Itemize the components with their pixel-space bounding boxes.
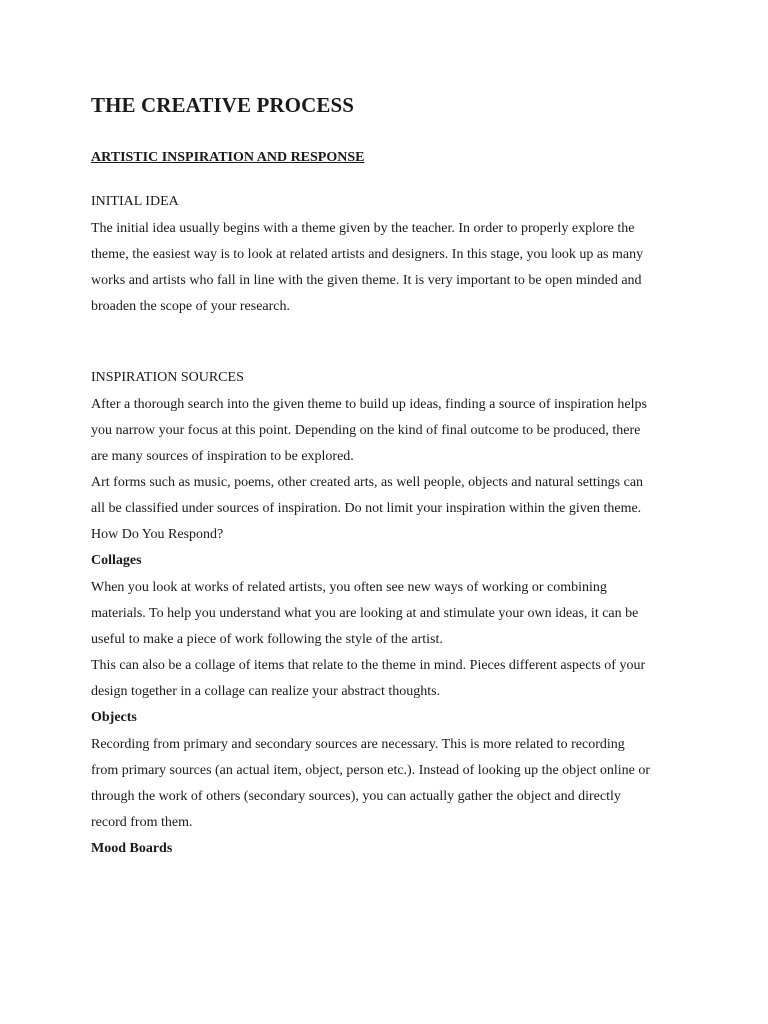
paragraph-line: you narrow your focus at this point. Depending on the kind of final outcome to be produced, there bbox=[91, 423, 641, 438]
paragraph-line: design together in a collage can realize your abstract thoughts. bbox=[91, 684, 441, 699]
heading-collages: Collages bbox=[91, 553, 142, 568]
paragraph-line: through the work of others (secondary sources), you can actually gather the object and directly bbox=[91, 789, 621, 804]
paragraph-line: Recording from primary and secondary sources are necessary. This is more related to recording bbox=[91, 737, 625, 752]
heading-objects: Objects bbox=[91, 710, 137, 725]
paragraph-line: The initial idea usually begins with a theme given by the teacher. In order to properly explore the bbox=[91, 221, 635, 236]
document-title: THE CREATIVE PROCESS bbox=[91, 93, 355, 117]
paragraph-line: works and artists who fall in line with the given theme. It is very important to be open minded and bbox=[91, 273, 642, 288]
paragraph-line: When you look at works of related artists, you often see new ways of working or combining bbox=[91, 580, 607, 595]
paragraph-line: How Do You Respond? bbox=[91, 527, 224, 542]
heading-mood-boards: Mood Boards bbox=[91, 841, 173, 856]
paragraph-line: from primary sources (an actual item, object, person etc.). Instead of looking up the object online or bbox=[91, 763, 651, 778]
heading-inspiration-sources: INSPIRATION SOURCES bbox=[91, 370, 244, 385]
paragraph-line: theme, the easiest way is to look at related artists and designers. In this stage, you look up as many bbox=[91, 247, 644, 262]
paragraph-line: This can also be a collage of items that relate to the theme in mind. Pieces different aspects of your bbox=[91, 658, 646, 673]
document-subtitle: ARTISTIC INSPIRATION AND RESPONSE bbox=[91, 150, 365, 165]
paragraph-line: are many sources of inspiration to be explored. bbox=[91, 449, 354, 464]
paragraph-line: materials. To help you understand what you are looking at and stimulate your own ideas, it can be bbox=[91, 606, 639, 621]
paragraph-line: Art forms such as music, poems, other created arts, as well people, objects and natural settings can bbox=[91, 475, 644, 490]
paragraph-line: record from them. bbox=[91, 815, 193, 830]
heading-initial-idea: INITIAL IDEA bbox=[91, 194, 179, 209]
paragraph-line: useful to make a piece of work following the style of the artist. bbox=[91, 632, 443, 647]
paragraph-line: broaden the scope of your research. bbox=[91, 299, 291, 314]
paragraph-line: After a thorough search into the given theme to build up ideas, finding a source of inspiration helps bbox=[91, 397, 647, 412]
paragraph-line: all be classified under sources of inspiration. Do not limit your inspiration within the given theme. bbox=[91, 501, 642, 516]
